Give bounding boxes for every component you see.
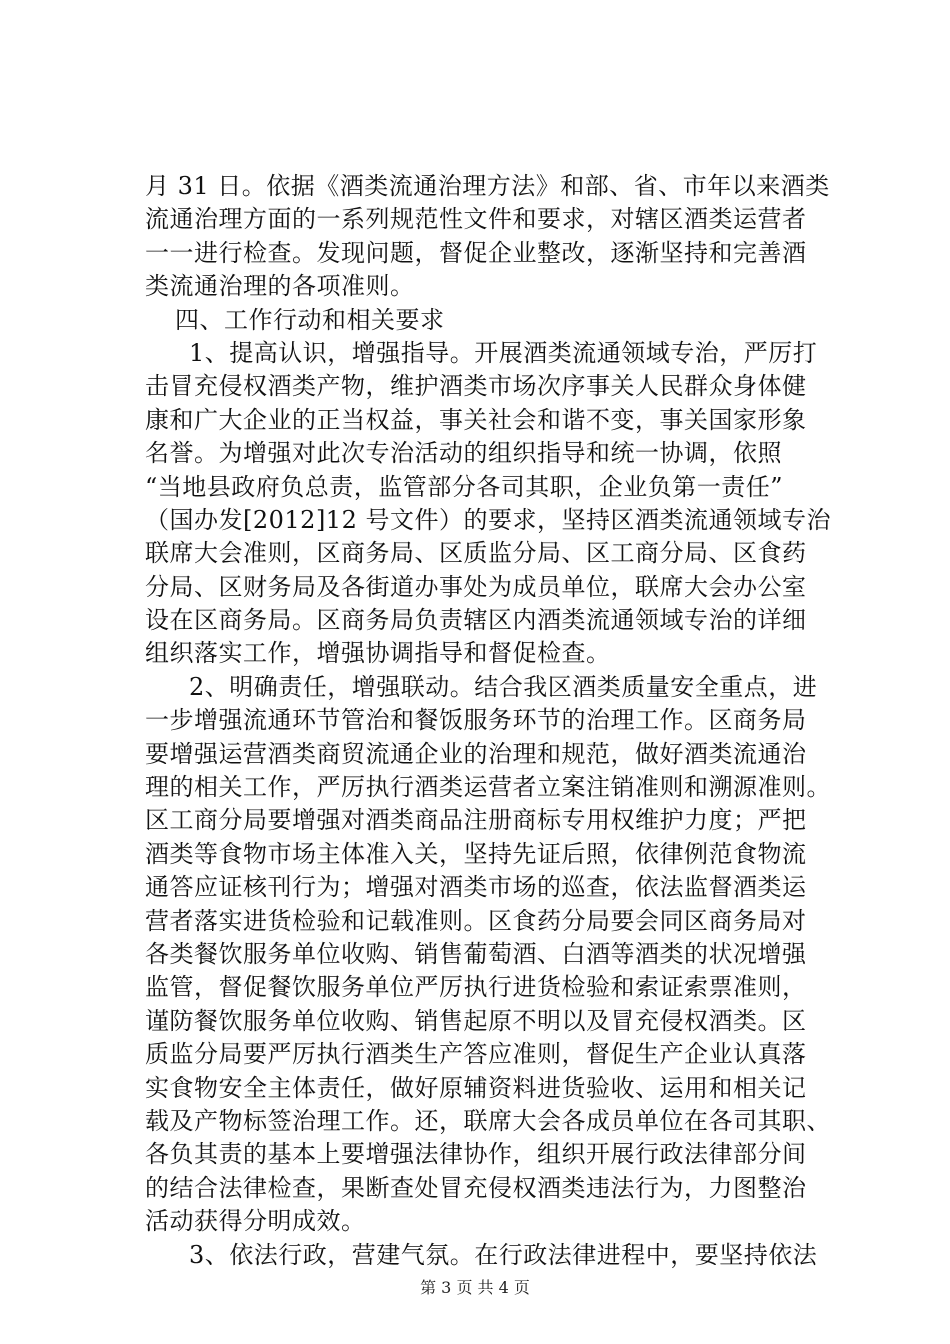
body-text-line: 一步增强流通环节管治和餐饭服务环节的治理工作。区商务局 (145, 706, 807, 735)
body-text-line: 通答应证核刊行为；增强对酒类市场的巡查，依法监督酒类运 (145, 873, 807, 902)
body-text-line: 的结合法律检查，果断查处冒充侵权酒类违法行为，力图整治 (145, 1173, 807, 1202)
body-text-line: 各类餐饮服务单位收购、销售葡萄酒、白酒等酒类的状况增强 (145, 939, 807, 968)
body-text-line: 各负其责的基本上要增强法律协作，组织开展行政法律部分间 (145, 1140, 807, 1169)
body-text-line: 实食物安全主体责任，做好原辅资料进货验收、运用和相关记 (145, 1073, 807, 1102)
body-text-line: 营者落实进货检验和记载准则。区食药分局要会同区商务局对 (145, 906, 807, 935)
body-text-line: 类流通治理的各项准则。 (145, 272, 415, 301)
body-text-line: 要增强运营酒类商贸流通企业的治理和规范，做好酒类流通治 (145, 739, 807, 768)
body-text-line: 载及产物标签治理工作。还，联席大会各成员单位在各司其职、 (145, 1106, 831, 1135)
body-text-line: 一一进行检查。发现问题，督促企业整改，逐渐坚持和完善酒 (145, 238, 807, 267)
body-text-line: 联席大会准则，区商务局、区质监分局、区工商分局、区食药 (145, 539, 807, 568)
body-text-line: 设在区商务局。区商务局负责辖区内酒类流通领域专治的详细 (145, 606, 807, 635)
body-text-line: “当地县政府负总责，监管部分各司其职，企业负第一责任” (145, 472, 784, 501)
page-number-label: 第 3 页 共 4 页 (420, 1278, 530, 1297)
body-text-line: 区工商分局要增强对酒类商品注册商标专用权维护力度；严把 (145, 806, 807, 835)
section-heading: 四、工作行动和相关要求 (175, 305, 445, 334)
page-footer (0, 1278, 950, 1298)
body-text-line: 分局、区财务局及各街道办事处为成员单位，联席大会办公室 (145, 572, 807, 601)
body-text-line: 康和广大企业的正当权益，事关社会和谐不变，事关国家形象 (145, 405, 807, 434)
paragraph-start-line: 1、提高认识，增强指导。开展酒类流通领域专治，严厉打 (189, 338, 818, 367)
body-text-line: 活动获得分明成效。 (145, 1207, 366, 1236)
body-text-line: 击冒充侵权酒类产物，维护酒类市场次序事关人民群众身体健 (145, 372, 807, 401)
body-text-line: 理的相关工作，严厉执行酒类运营者立案注销准则和溯源准则。 (145, 773, 831, 802)
document-body (145, 170, 835, 1272)
body-text-line: （国办发[2012]12 号文件）的要求，坚持区酒类流通领域专治 (145, 505, 831, 534)
paragraph-start-line: 3、依法行政，营建气氛。在行政法律进程中，要坚持依法 (189, 1240, 818, 1269)
body-text-line: 谨防餐饮服务单位收购、销售起原不明以及冒充侵权酒类。区 (145, 1006, 807, 1035)
body-text-line: 名誉。为增强对此次专治活动的组织指导和统一协调，依照 (145, 439, 782, 468)
body-text-line: 监管，督促餐饮服务单位严厉执行进货检验和索证索票准则， (145, 973, 807, 1002)
body-text-line: 月 31 日。依据《酒类流通治理方法》和部、省、市年以来酒类 (145, 172, 830, 200)
body-text-line: 流通治理方面的一系列规范性文件和要求，对辖区酒类运营者 (145, 205, 807, 234)
paragraph-start-line: 2、明确责任，增强联动。结合我区酒类质量安全重点，进 (189, 672, 818, 701)
body-text-line: 酒类等食物市场主体准入关，坚持先证后照，依律例范食物流 (145, 839, 807, 868)
body-text-line: 质监分局要严厉执行酒类生产答应准则，督促生产企业认真落 (145, 1040, 807, 1069)
body-text-line: 组织落实工作，增强协调指导和督促检查。 (145, 639, 611, 668)
